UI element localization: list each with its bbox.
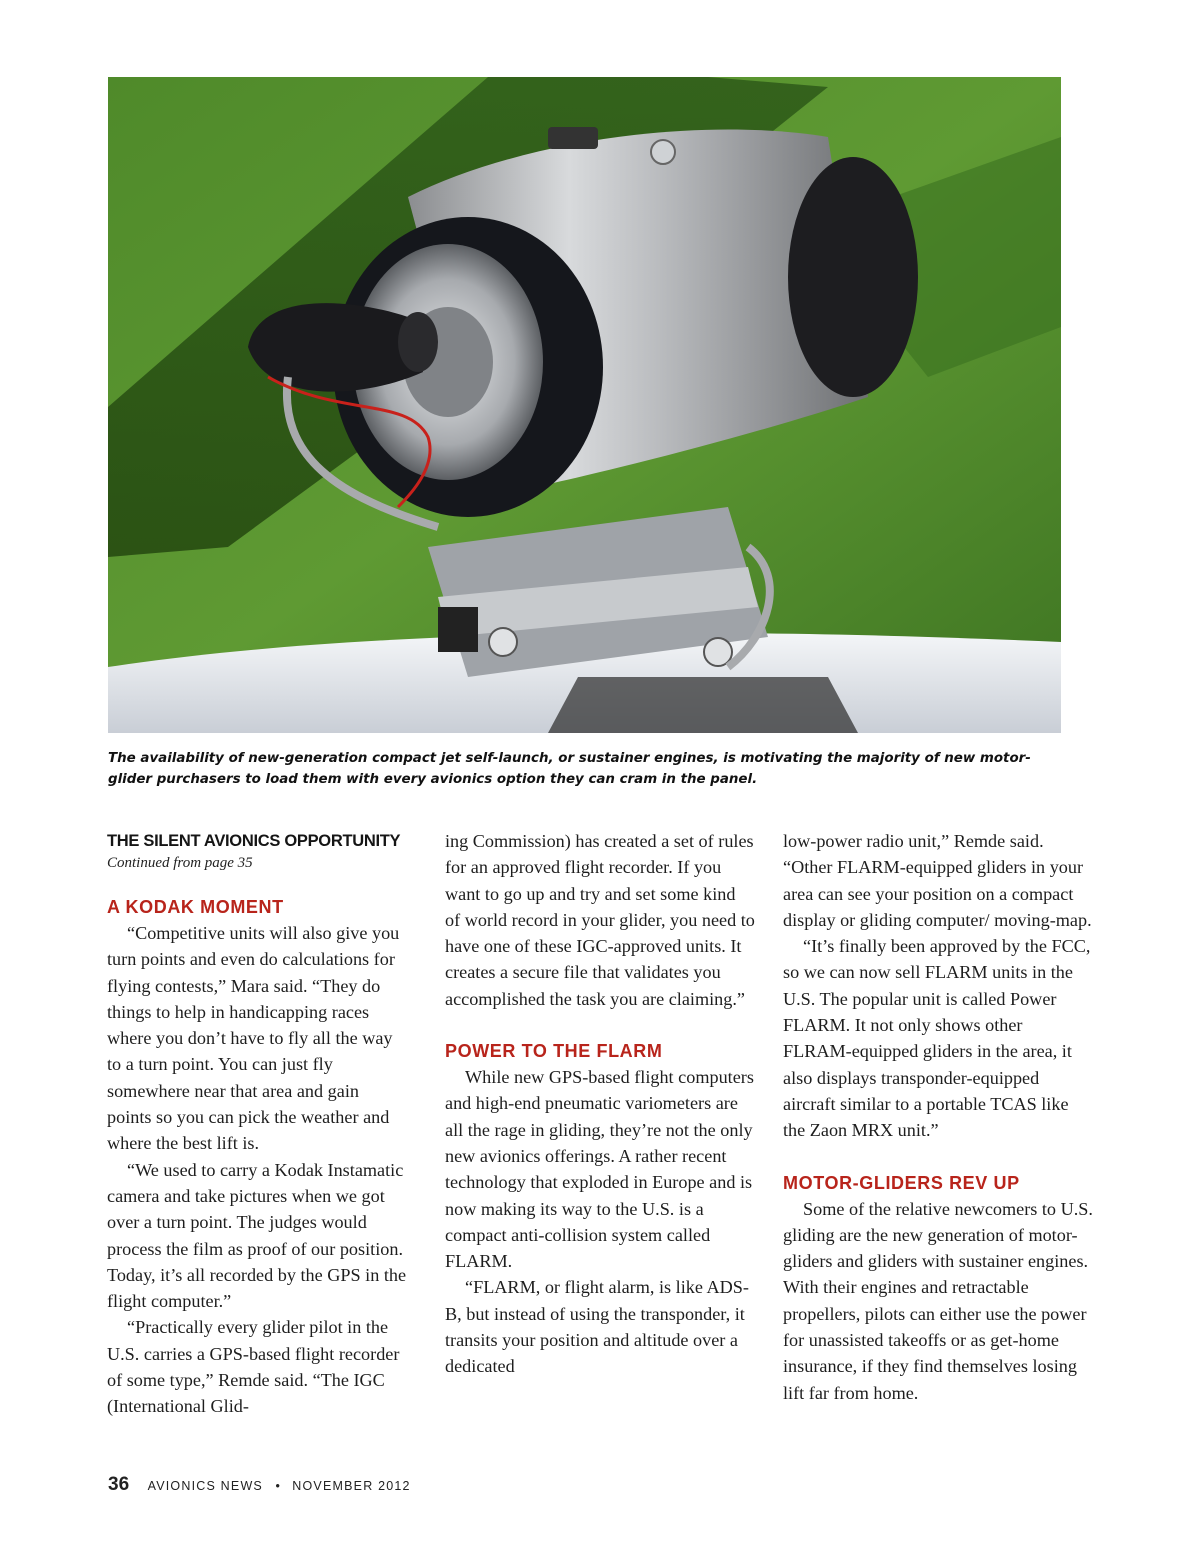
publication-name: AVIONICS NEWS: [147, 1479, 263, 1493]
subhead-kodak-moment: A KODAK MOMENT: [107, 897, 284, 917]
footer-separator: •: [275, 1479, 280, 1493]
article-column-3: [783, 828, 1093, 1406]
subhead-motor-gliders-rev-up: MOTOR-GLIDERS REV UP: [783, 1172, 1020, 1193]
photo-caption: The availability of new-generation compact jet self-launch, or sustainer engines, is motivating the majority of new motor-glider purchasers to load them with every avionics option they can cram in the panel.: [108, 751, 1031, 787]
article-column-2: [445, 828, 755, 1380]
paragraph: “FLARM, or flight alarm, is like ADS-B, but instead of using the transponder, it transits your position and altitude over a dedicated: [445, 1277, 749, 1377]
continued-from: Continued from page 35: [107, 855, 253, 871]
paragraph: “Practically every glider pilot in the U.S. carries a GPS-based flight recorder of some type,” Remde said. “The IGC (International Glid-: [107, 1317, 400, 1417]
paragraph: “It’s finally been approved by the FCC, so we can now sell FLARM units in the U.S. The popular unit is called Power FLARM. It not only shows other FLRAM-equipped gliders in the area, it also displays transponder-equipped aircraft similar to a portable TCAS like the Zaon MRX unit.”: [783, 936, 1091, 1141]
issue-date: NOVEMBER 2012: [292, 1479, 411, 1493]
paragraph: low-power radio unit,” Remde said. “Other FLARM-equipped gliders in your area can see your position on a compact display or gliding computer/ moving-map.: [783, 831, 1092, 930]
paragraph: “We used to carry a Kodak Instamatic camera and take pictures when we got over a turn point. The judges would process the film as proof of our position. Today, it’s all recorded by the GPS in the flight computer.”: [107, 1159, 407, 1312]
paragraph: Some of the relative newcomers to U.S. gliding are the new generation of motor-gliders and gliders with sustainer engines. With their engines and retractable propellers, pilots can either use the power for unassisted takeoffs or as get-home insurance, if they find themselves losing lift far from home.: [783, 1198, 1093, 1403]
page-number: 36: [108, 1474, 130, 1495]
engine-photo: [108, 77, 1061, 733]
article-column-1: [107, 828, 407, 1420]
paragraph: “Competitive units will also give you turn points and even do calculations for flying contests,” Mara said. “They do things to help in handicapping races where you don’t have to fly all the way to a turn point. You can just fly somewhere near that area and gain points so you can pick the weather and where the best lift is.: [107, 923, 400, 1154]
paragraph: ing Commission) has created a set of rules for an approved flight recorder. If you want to go up and try and set some kind of world record in your glider, you need to have one of these IGC-approved units. It creates a secure file that validates you accomplished the task you are claiming.”: [445, 831, 755, 1009]
subhead-power-to-the-flarm: POWER TO THE FLARM: [445, 1041, 663, 1062]
article-kicker: THE SILENT AVIONICS OPPORTUNITY: [107, 832, 401, 850]
page-footer: [108, 1474, 411, 1496]
paragraph: While new GPS-based flight computers and high-end pneumatic variometers are all the rage in gliding, they’re not the only new avionics offerings. A rather recent technology that exploded in Europe and is now making its way to the U.S. is a compact anti-collision system called FLARM.: [445, 1067, 754, 1272]
